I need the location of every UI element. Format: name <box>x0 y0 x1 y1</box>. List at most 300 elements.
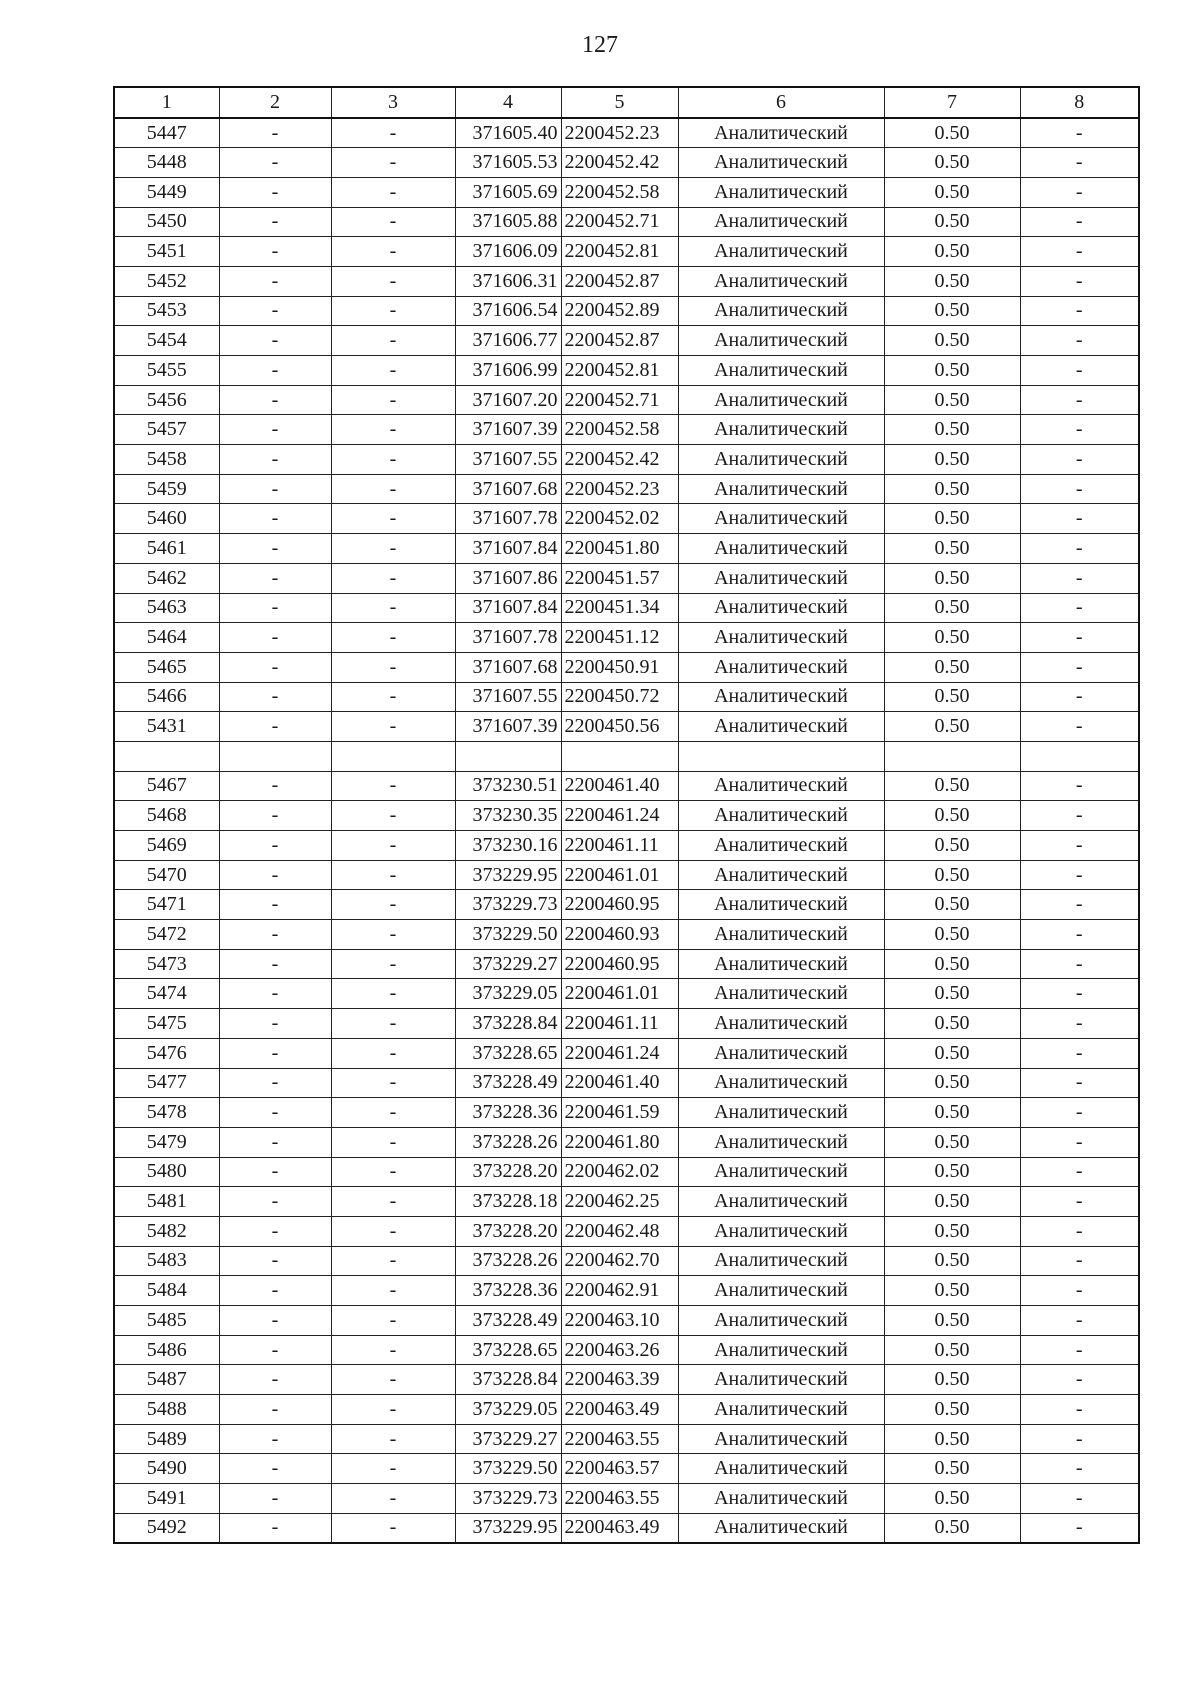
col8-cell: - <box>1020 207 1139 237</box>
col3-cell: - <box>331 207 455 237</box>
accuracy-cell: 0.50 <box>884 118 1020 148</box>
table-body <box>114 118 1139 1543</box>
table-row <box>114 890 1139 920</box>
x-coordinate-cell: 373229.95 <box>455 1513 561 1543</box>
table-row <box>114 1454 1139 1484</box>
page-number: 127 <box>582 32 618 58</box>
point-number-cell: 5456 <box>114 385 219 415</box>
accuracy-cell: 0.50 <box>884 1395 1020 1425</box>
method-cell: Аналитический <box>678 148 884 178</box>
x-coordinate-cell: 373229.27 <box>455 949 561 979</box>
table-row <box>114 118 1139 148</box>
y-coordinate-cell: 2200460.95 <box>561 890 678 920</box>
col3-cell: - <box>331 623 455 653</box>
table-row <box>114 1098 1139 1128</box>
accuracy-cell: 0.50 <box>884 385 1020 415</box>
method-cell: Аналитический <box>678 1068 884 1098</box>
point-number-cell: 5469 <box>114 831 219 861</box>
accuracy-cell: 0.50 <box>884 1068 1020 1098</box>
col8-cell: - <box>1020 1484 1139 1514</box>
method-cell: Аналитический <box>678 534 884 564</box>
accuracy-cell: 0.50 <box>884 1484 1020 1514</box>
col2-cell: - <box>219 563 331 593</box>
point-number-cell: 5489 <box>114 1424 219 1454</box>
table-row <box>114 1157 1139 1187</box>
point-number-cell: 5470 <box>114 860 219 890</box>
x-coordinate-cell: 373228.49 <box>455 1068 561 1098</box>
x-coordinate-cell: 373229.27 <box>455 1424 561 1454</box>
point-number-cell: 5468 <box>114 801 219 831</box>
col2-cell: - <box>219 1157 331 1187</box>
accuracy-cell: 0.50 <box>884 1038 1020 1068</box>
x-coordinate-cell: 373229.05 <box>455 979 561 1009</box>
method-cell: Аналитический <box>678 1484 884 1514</box>
y-coordinate-cell: 2200461.59 <box>561 1098 678 1128</box>
col2-cell: - <box>219 1306 331 1336</box>
point-number-cell: 5451 <box>114 237 219 267</box>
point-number-cell: 5478 <box>114 1098 219 1128</box>
col8-cell: - <box>1020 474 1139 504</box>
table-row <box>114 1276 1139 1306</box>
x-coordinate-cell: 371607.39 <box>455 415 561 445</box>
x-coordinate-cell: 373230.51 <box>455 771 561 801</box>
y-coordinate-cell: 2200452.87 <box>561 326 678 356</box>
table-row <box>114 949 1139 979</box>
col2-cell: - <box>219 474 331 504</box>
col8-cell: - <box>1020 118 1139 148</box>
col3-cell: - <box>331 266 455 296</box>
table-row <box>114 1187 1139 1217</box>
y-coordinate-cell: 2200463.55 <box>561 1424 678 1454</box>
accuracy-cell: 0.50 <box>884 979 1020 1009</box>
method-cell: Аналитический <box>678 356 884 386</box>
table-row <box>114 1395 1139 1425</box>
point-number-cell: 5447 <box>114 118 219 148</box>
x-coordinate-cell: 373230.16 <box>455 831 561 861</box>
method-cell: Аналитический <box>678 177 884 207</box>
point-number-cell: 5479 <box>114 1127 219 1157</box>
col2-cell: - <box>219 920 331 950</box>
col3-cell: - <box>331 1038 455 1068</box>
table-row <box>114 1068 1139 1098</box>
point-number-cell: 5450 <box>114 207 219 237</box>
col3-cell: - <box>331 326 455 356</box>
col2-cell: - <box>219 148 331 178</box>
method-cell: Аналитический <box>678 712 884 742</box>
col3-cell: - <box>331 1306 455 1336</box>
point-number-cell: 5477 <box>114 1068 219 1098</box>
column-header: 8 <box>1020 87 1139 118</box>
column-header: 7 <box>884 87 1020 118</box>
y-coordinate-cell: 2200450.56 <box>561 712 678 742</box>
col2-cell: - <box>219 1216 331 1246</box>
col3-cell: - <box>331 356 455 386</box>
col2-cell: - <box>219 326 331 356</box>
y-coordinate-cell: 2200462.02 <box>561 1157 678 1187</box>
table-row <box>114 979 1139 1009</box>
point-number-cell: 5485 <box>114 1306 219 1336</box>
col2-cell: - <box>219 593 331 623</box>
x-coordinate-cell: 371605.40 <box>455 118 561 148</box>
col8-cell: - <box>1020 949 1139 979</box>
method-cell: Аналитический <box>678 831 884 861</box>
point-number-cell: 5466 <box>114 682 219 712</box>
col2-cell: - <box>219 712 331 742</box>
y-coordinate-cell: 2200461.01 <box>561 860 678 890</box>
point-number-cell: 5474 <box>114 979 219 1009</box>
accuracy-cell: 0.50 <box>884 623 1020 653</box>
accuracy-cell: 0.50 <box>884 890 1020 920</box>
method-cell: Аналитический <box>678 949 884 979</box>
col2-cell: - <box>219 207 331 237</box>
column-header: 5 <box>561 87 678 118</box>
x-coordinate-cell: 373228.18 <box>455 1187 561 1217</box>
accuracy-cell: 0.50 <box>884 1335 1020 1365</box>
col2-cell: - <box>219 1127 331 1157</box>
x-coordinate-cell: 371605.53 <box>455 148 561 178</box>
point-number-cell: 5454 <box>114 326 219 356</box>
col2-cell: - <box>219 1335 331 1365</box>
point-number-cell: 5452 <box>114 266 219 296</box>
col3-cell: - <box>331 237 455 267</box>
table-row <box>114 1484 1139 1514</box>
y-coordinate-cell: 2200452.02 <box>561 504 678 534</box>
table-row <box>114 1009 1139 1039</box>
accuracy-cell: 0.50 <box>884 920 1020 950</box>
table-row <box>114 266 1139 296</box>
method-cell: Аналитический <box>678 207 884 237</box>
col8-cell: - <box>1020 712 1139 742</box>
point-number-cell: 5460 <box>114 504 219 534</box>
col2-cell: - <box>219 682 331 712</box>
method-cell: Аналитический <box>678 771 884 801</box>
method-cell <box>678 741 884 771</box>
x-coordinate-cell: 373228.20 <box>455 1216 561 1246</box>
x-coordinate-cell: 373228.65 <box>455 1335 561 1365</box>
col8-cell: - <box>1020 593 1139 623</box>
table-header <box>114 87 1139 118</box>
col8-cell: - <box>1020 801 1139 831</box>
col8-cell: - <box>1020 1276 1139 1306</box>
method-cell: Аналитический <box>678 1424 884 1454</box>
col3-cell: - <box>331 1246 455 1276</box>
y-coordinate-cell: 2200463.49 <box>561 1395 678 1425</box>
method-cell: Аналитический <box>678 1306 884 1336</box>
col8-cell: - <box>1020 652 1139 682</box>
col8-cell: - <box>1020 148 1139 178</box>
method-cell: Аналитический <box>678 1276 884 1306</box>
y-coordinate-cell: 2200452.71 <box>561 385 678 415</box>
method-cell: Аналитический <box>678 1009 884 1039</box>
accuracy-cell: 0.50 <box>884 1276 1020 1306</box>
col2-cell: - <box>219 979 331 1009</box>
col2-cell: - <box>219 1365 331 1395</box>
point-number-cell: 5464 <box>114 623 219 653</box>
col2-cell: - <box>219 860 331 890</box>
accuracy-cell: 0.50 <box>884 1187 1020 1217</box>
x-coordinate-cell: 371606.77 <box>455 326 561 356</box>
x-coordinate-cell: 373228.26 <box>455 1127 561 1157</box>
y-coordinate-cell: 2200461.40 <box>561 771 678 801</box>
accuracy-cell: 0.50 <box>884 445 1020 475</box>
point-number-cell: 5449 <box>114 177 219 207</box>
point-number-cell: 5473 <box>114 949 219 979</box>
col3-cell: - <box>331 296 455 326</box>
method-cell: Аналитический <box>678 920 884 950</box>
method-cell: Аналитический <box>678 415 884 445</box>
column-header: 3 <box>331 87 455 118</box>
y-coordinate-cell: 2200452.71 <box>561 207 678 237</box>
table-row <box>114 1216 1139 1246</box>
y-coordinate-cell: 2200452.42 <box>561 148 678 178</box>
accuracy-cell: 0.50 <box>884 237 1020 267</box>
x-coordinate-cell: 373228.84 <box>455 1365 561 1395</box>
y-coordinate-cell: 2200452.87 <box>561 266 678 296</box>
x-coordinate-cell: 371607.39 <box>455 712 561 742</box>
y-coordinate-cell: 2200463.55 <box>561 1484 678 1514</box>
col2-cell: - <box>219 118 331 148</box>
accuracy-cell: 0.50 <box>884 1009 1020 1039</box>
method-cell: Аналитический <box>678 326 884 356</box>
y-coordinate-cell: 2200461.80 <box>561 1127 678 1157</box>
col2-cell: - <box>219 771 331 801</box>
col8-cell: - <box>1020 237 1139 267</box>
col2-cell: - <box>219 177 331 207</box>
col8-cell: - <box>1020 979 1139 1009</box>
point-number-cell: 5484 <box>114 1276 219 1306</box>
point-number-cell: 5481 <box>114 1187 219 1217</box>
method-cell: Аналитический <box>678 385 884 415</box>
table-row <box>114 1306 1139 1336</box>
x-coordinate-cell: 371606.09 <box>455 237 561 267</box>
y-coordinate-cell <box>561 741 678 771</box>
y-coordinate-cell: 2200452.42 <box>561 445 678 475</box>
x-coordinate-cell: 371607.84 <box>455 593 561 623</box>
x-coordinate-cell: 371606.99 <box>455 356 561 386</box>
col3-cell: - <box>331 1009 455 1039</box>
x-coordinate-cell: 371606.31 <box>455 266 561 296</box>
col3-cell: - <box>331 682 455 712</box>
x-coordinate-cell: 373229.73 <box>455 1484 561 1514</box>
method-cell: Аналитический <box>678 118 884 148</box>
accuracy-cell: 0.50 <box>884 1513 1020 1543</box>
point-number-cell: 5455 <box>114 356 219 386</box>
col8-cell: - <box>1020 1127 1139 1157</box>
accuracy-cell: 0.50 <box>884 266 1020 296</box>
x-coordinate-cell <box>455 741 561 771</box>
method-cell: Аналитический <box>678 682 884 712</box>
col3-cell: - <box>331 1335 455 1365</box>
column-header: 2 <box>219 87 331 118</box>
table-row <box>114 712 1139 742</box>
col3-cell: - <box>331 949 455 979</box>
method-cell: Аналитический <box>678 890 884 920</box>
accuracy-cell: 0.50 <box>884 949 1020 979</box>
col2-cell: - <box>219 801 331 831</box>
col3-cell: - <box>331 1187 455 1217</box>
method-cell: Аналитический <box>678 860 884 890</box>
y-coordinate-cell: 2200462.70 <box>561 1246 678 1276</box>
col3-cell: - <box>331 534 455 564</box>
col8-cell: - <box>1020 1424 1139 1454</box>
y-coordinate-cell: 2200462.91 <box>561 1276 678 1306</box>
table-row <box>114 504 1139 534</box>
col2-cell: - <box>219 1395 331 1425</box>
y-coordinate-cell: 2200463.10 <box>561 1306 678 1336</box>
col8-cell: - <box>1020 385 1139 415</box>
col3-cell: - <box>331 1098 455 1128</box>
x-coordinate-cell: 371607.68 <box>455 474 561 504</box>
col2-cell: - <box>219 1276 331 1306</box>
table-row <box>114 1246 1139 1276</box>
col2-cell: - <box>219 534 331 564</box>
accuracy-cell: 0.50 <box>884 207 1020 237</box>
col2-cell: - <box>219 831 331 861</box>
col3-cell: - <box>331 712 455 742</box>
method-cell: Аналитический <box>678 593 884 623</box>
col3-cell: - <box>331 1068 455 1098</box>
col3-cell: - <box>331 771 455 801</box>
table-row <box>114 741 1139 771</box>
y-coordinate-cell: 2200461.24 <box>561 801 678 831</box>
col3-cell: - <box>331 979 455 1009</box>
method-cell: Аналитический <box>678 652 884 682</box>
accuracy-cell: 0.50 <box>884 712 1020 742</box>
x-coordinate-cell: 373228.26 <box>455 1246 561 1276</box>
table-row <box>114 652 1139 682</box>
method-cell: Аналитический <box>678 623 884 653</box>
y-coordinate-cell: 2200460.93 <box>561 920 678 950</box>
y-coordinate-cell: 2200461.11 <box>561 831 678 861</box>
col3-cell: - <box>331 474 455 504</box>
method-cell: Аналитический <box>678 296 884 326</box>
method-cell: Аналитический <box>678 266 884 296</box>
accuracy-cell: 0.50 <box>884 860 1020 890</box>
method-cell: Аналитический <box>678 504 884 534</box>
point-number-cell: 5471 <box>114 890 219 920</box>
col2-cell: - <box>219 623 331 653</box>
col8-cell: - <box>1020 831 1139 861</box>
x-coordinate-cell: 371605.88 <box>455 207 561 237</box>
table-row <box>114 237 1139 267</box>
point-number-cell: 5486 <box>114 1335 219 1365</box>
y-coordinate-cell: 2200451.12 <box>561 623 678 653</box>
accuracy-cell <box>884 741 1020 771</box>
col2-cell: - <box>219 890 331 920</box>
y-coordinate-cell: 2200462.48 <box>561 1216 678 1246</box>
x-coordinate-cell: 371607.86 <box>455 563 561 593</box>
col2-cell <box>219 741 331 771</box>
col3-cell: - <box>331 1454 455 1484</box>
col3-cell: - <box>331 831 455 861</box>
col8-cell: - <box>1020 296 1139 326</box>
col3-cell: - <box>331 385 455 415</box>
accuracy-cell: 0.50 <box>884 1127 1020 1157</box>
col3-cell: - <box>331 1395 455 1425</box>
col3-cell: - <box>331 118 455 148</box>
x-coordinate-cell: 373228.65 <box>455 1038 561 1068</box>
accuracy-cell: 0.50 <box>884 148 1020 178</box>
col8-cell: - <box>1020 415 1139 445</box>
point-number-cell: 5448 <box>114 148 219 178</box>
col3-cell: - <box>331 415 455 445</box>
table-row <box>114 415 1139 445</box>
accuracy-cell: 0.50 <box>884 652 1020 682</box>
col3-cell: - <box>331 860 455 890</box>
method-cell: Аналитический <box>678 1127 884 1157</box>
col2-cell: - <box>219 1098 331 1128</box>
table-row <box>114 623 1139 653</box>
col8-cell: - <box>1020 1098 1139 1128</box>
col3-cell: - <box>331 1276 455 1306</box>
method-cell: Аналитический <box>678 563 884 593</box>
col8-cell: - <box>1020 445 1139 475</box>
col8-cell: - <box>1020 1335 1139 1365</box>
table-row <box>114 563 1139 593</box>
col3-cell: - <box>331 445 455 475</box>
table-row <box>114 474 1139 504</box>
method-cell: Аналитический <box>678 801 884 831</box>
col8-cell: - <box>1020 534 1139 564</box>
x-coordinate-cell: 373229.50 <box>455 920 561 950</box>
col2-cell: - <box>219 356 331 386</box>
point-number-cell: 5458 <box>114 445 219 475</box>
table-row <box>114 1038 1139 1068</box>
col2-cell: - <box>219 1454 331 1484</box>
accuracy-cell: 0.50 <box>884 1098 1020 1128</box>
accuracy-cell: 0.50 <box>884 474 1020 504</box>
accuracy-cell: 0.50 <box>884 504 1020 534</box>
method-cell: Аналитический <box>678 1395 884 1425</box>
col8-cell: - <box>1020 890 1139 920</box>
col8-cell: - <box>1020 1068 1139 1098</box>
table-row <box>114 326 1139 356</box>
col8-cell: - <box>1020 1454 1139 1484</box>
accuracy-cell: 0.50 <box>884 415 1020 445</box>
y-coordinate-cell: 2200452.58 <box>561 177 678 207</box>
point-number-cell: 5431 <box>114 712 219 742</box>
accuracy-cell: 0.50 <box>884 1365 1020 1395</box>
col8-cell: - <box>1020 1306 1139 1336</box>
x-coordinate-cell: 371605.69 <box>455 177 561 207</box>
col8-cell: - <box>1020 177 1139 207</box>
accuracy-cell: 0.50 <box>884 593 1020 623</box>
col8-cell: - <box>1020 266 1139 296</box>
accuracy-cell: 0.50 <box>884 1454 1020 1484</box>
col2-cell: - <box>219 1187 331 1217</box>
col8-cell: - <box>1020 920 1139 950</box>
accuracy-cell: 0.50 <box>884 1246 1020 1276</box>
x-coordinate-cell: 371607.78 <box>455 623 561 653</box>
accuracy-cell: 0.50 <box>884 1157 1020 1187</box>
method-cell: Аналитический <box>678 237 884 267</box>
point-number-cell: 5463 <box>114 593 219 623</box>
point-number-cell: 5491 <box>114 1484 219 1514</box>
method-cell: Аналитический <box>678 1246 884 1276</box>
table-row <box>114 1335 1139 1365</box>
y-coordinate-cell: 2200460.95 <box>561 949 678 979</box>
point-number-cell: 5483 <box>114 1246 219 1276</box>
col3-cell: - <box>331 1127 455 1157</box>
method-cell: Аналитический <box>678 445 884 475</box>
col2-cell: - <box>219 1246 331 1276</box>
y-coordinate-cell: 2200451.57 <box>561 563 678 593</box>
y-coordinate-cell: 2200463.39 <box>561 1365 678 1395</box>
y-coordinate-cell: 2200452.23 <box>561 474 678 504</box>
table-row <box>114 356 1139 386</box>
col3-cell: - <box>331 1484 455 1514</box>
y-coordinate-cell: 2200452.23 <box>561 118 678 148</box>
